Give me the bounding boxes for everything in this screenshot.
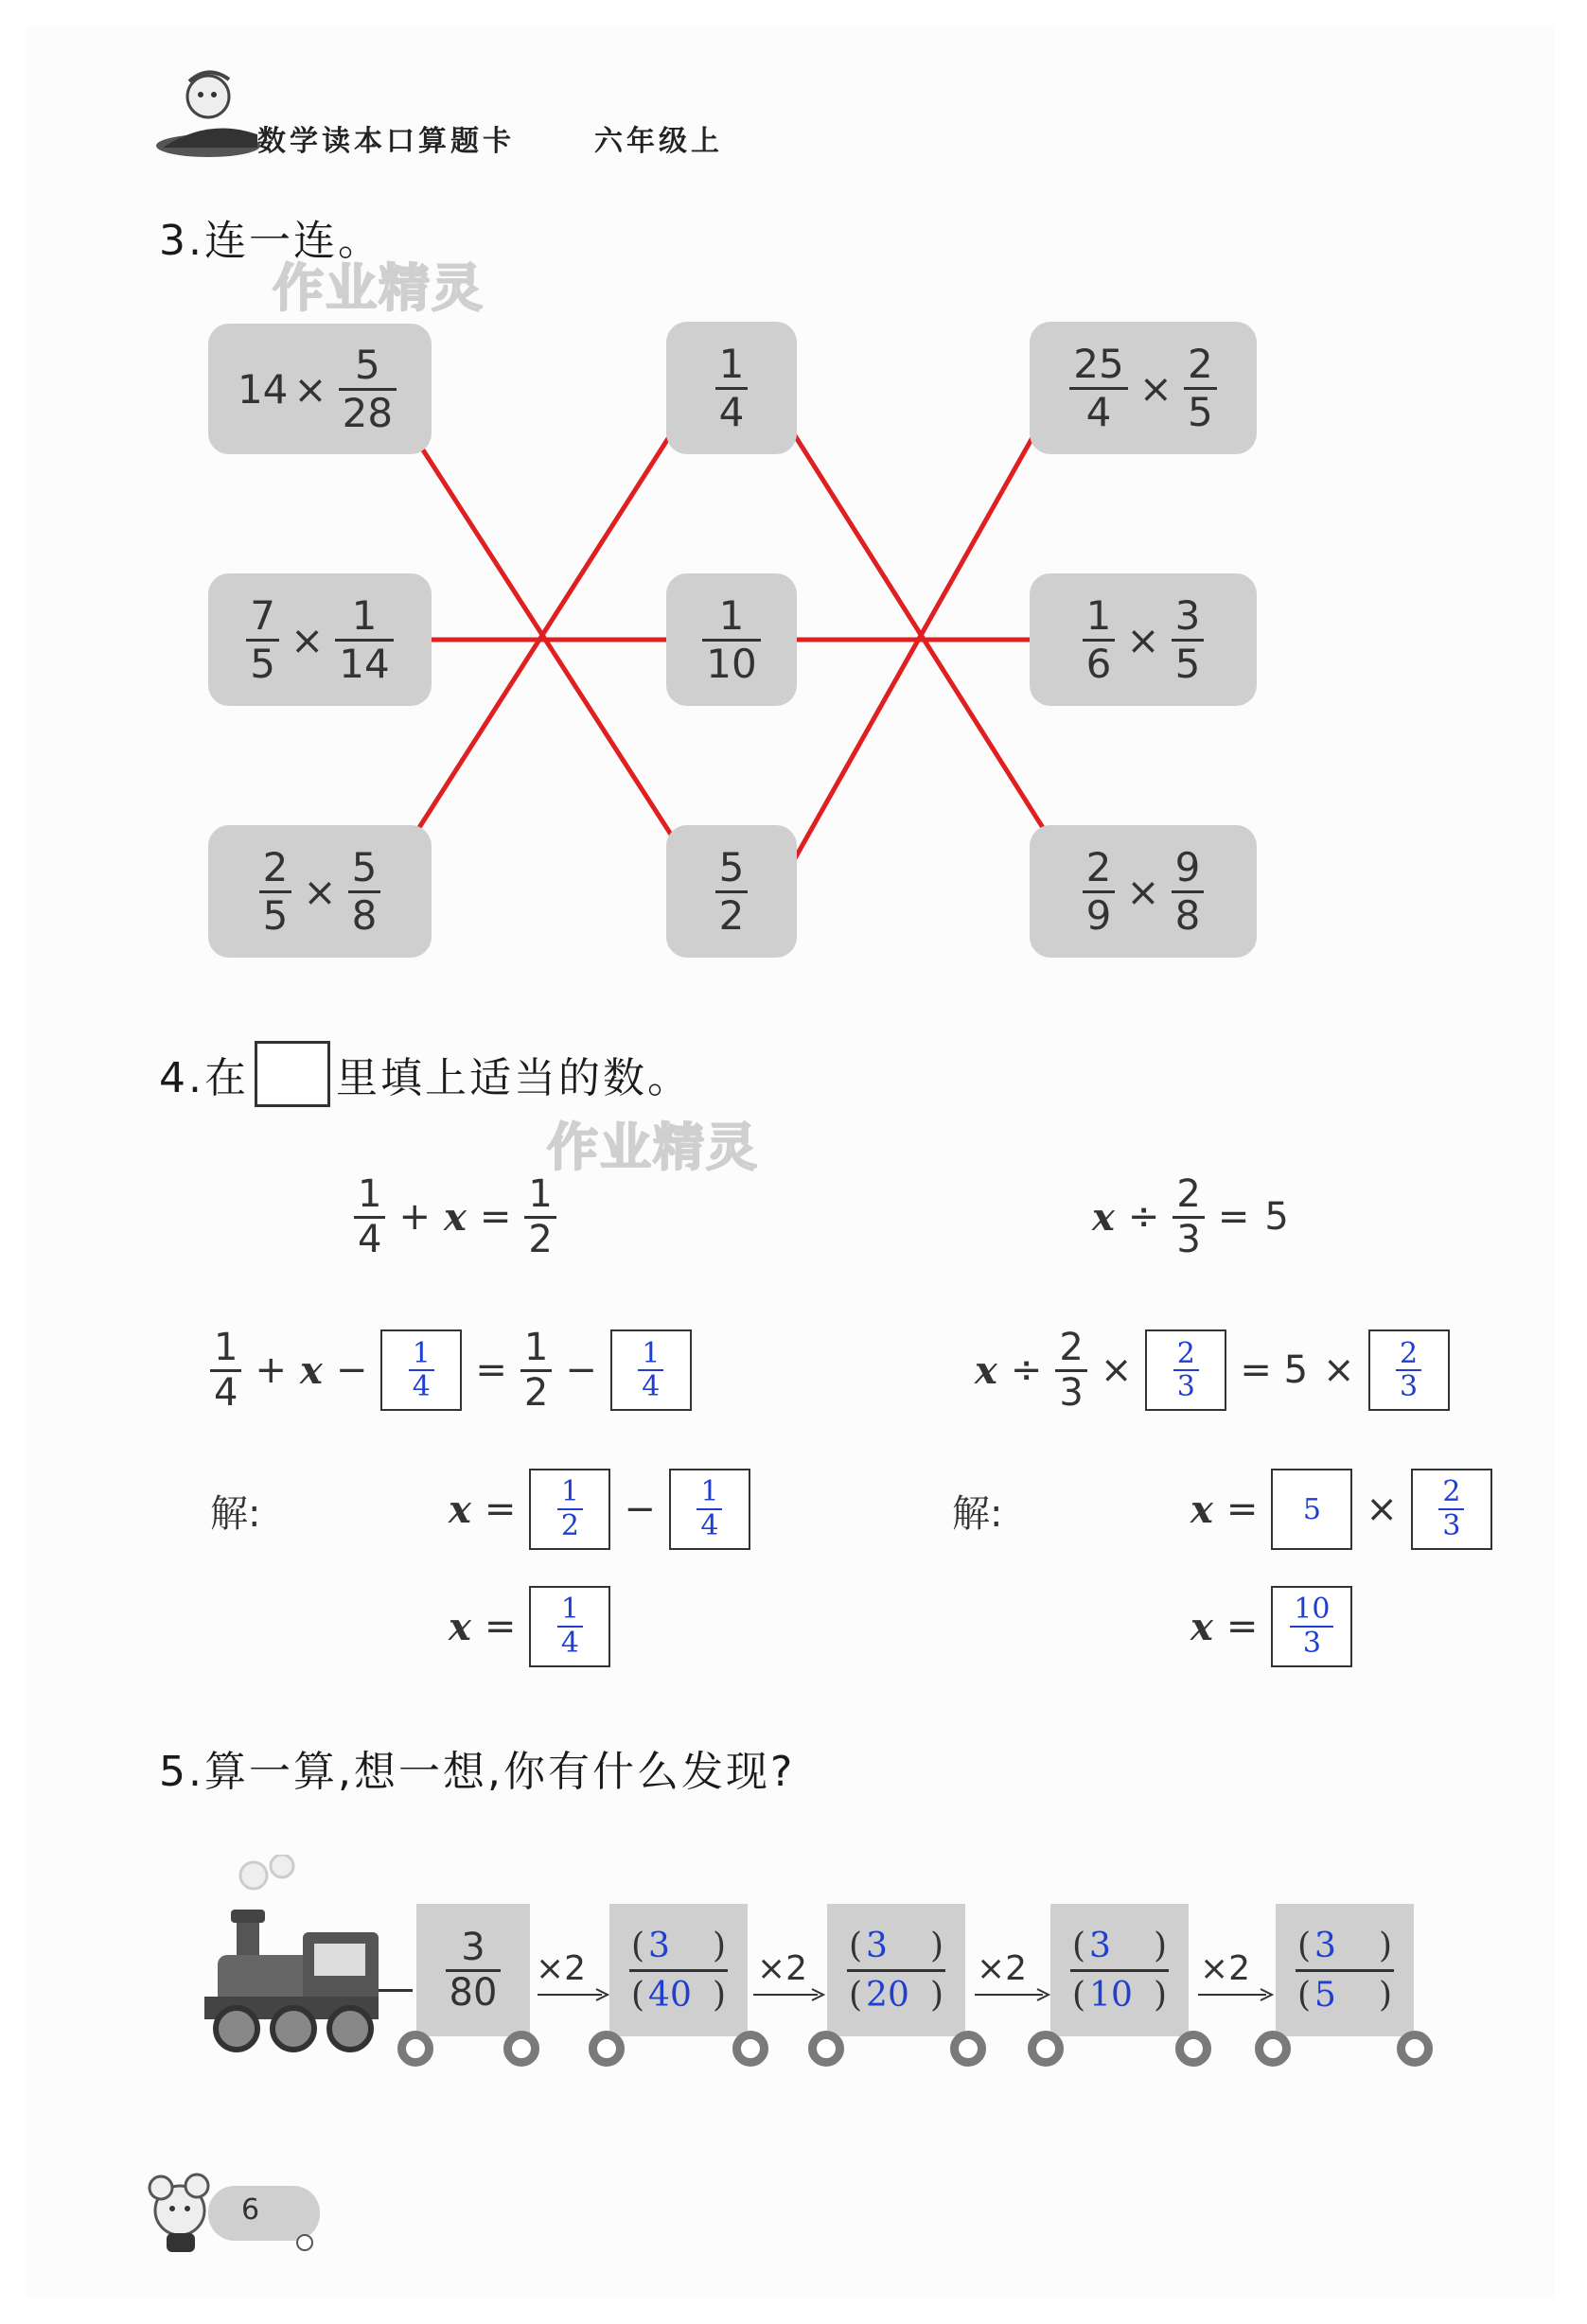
paren: (: [1297, 1926, 1312, 1965]
wheel-icon: [1175, 2031, 1211, 2067]
middle-card-2[interactable]: [666, 573, 797, 706]
title-part: 里填上适当的数。: [335, 1054, 692, 1102]
denominator: 3: [1176, 1370, 1195, 1404]
denominator: 6: [1085, 640, 1112, 687]
numerator: 1: [560, 1593, 579, 1627]
wagon-3: [1050, 1904, 1189, 2036]
denominator: 3: [1059, 1370, 1084, 1415]
denominator: 3: [1400, 1370, 1419, 1404]
paren: ): [712, 1926, 726, 1965]
numerator: 1: [528, 1172, 553, 1216]
footer-mascot-icon: [142, 2165, 331, 2260]
multiplier-label: ×2: [977, 1949, 1028, 1988]
fraction: [1055, 1327, 1086, 1415]
fraction: [1083, 845, 1116, 937]
card-number: 14: [237, 365, 289, 413]
denominator: 3: [1442, 1509, 1461, 1542]
numerator: 2: [262, 844, 289, 891]
numerator: 1: [560, 1475, 579, 1509]
plus-sign: +: [398, 1195, 431, 1240]
divide-sign: ÷: [1127, 1195, 1160, 1240]
wheel-icon: [732, 2031, 768, 2067]
numerator: 2: [1187, 341, 1213, 388]
wheel-icon: [1255, 2031, 1291, 2067]
times-sign: ×: [1366, 1488, 1398, 1531]
denominator: 4: [560, 1627, 579, 1660]
solution-label: 解:: [952, 1492, 1003, 1536]
fraction: [702, 593, 760, 685]
numerator: 2: [1400, 1336, 1419, 1370]
watermark: 作业精灵: [547, 1118, 759, 1177]
denominator: 14: [339, 640, 390, 687]
variable-x: x: [449, 1604, 471, 1649]
arrow-icon: [1198, 1987, 1274, 2002]
denominator: 4: [214, 1370, 238, 1415]
numerator: 5: [354, 342, 380, 389]
minus-sign: −: [624, 1488, 656, 1531]
equals-sign: =: [475, 1348, 507, 1393]
paren: (: [1072, 1975, 1086, 2015]
denominator: 3: [1302, 1627, 1321, 1660]
fraction: [520, 1327, 552, 1415]
times-sign: ×: [1126, 868, 1160, 915]
answer-box[interactable]: [1145, 1329, 1226, 1411]
divide-sign: ÷: [1010, 1348, 1043, 1393]
multiplier-label: ×2: [1200, 1949, 1251, 1988]
paren: (: [849, 1926, 863, 1965]
equals-sign: =: [1226, 1605, 1259, 1648]
denominator: 9: [1085, 891, 1112, 939]
wagon-1: [609, 1904, 748, 2036]
times-sign: ×: [1138, 364, 1173, 412]
numerator: 1: [718, 341, 745, 388]
numerator: 1: [700, 1475, 719, 1509]
right-equation-2: [969, 1327, 1455, 1415]
numerator: 3: [461, 1925, 485, 1969]
paren: ): [1153, 1975, 1167, 2015]
answer-box[interactable]: [529, 1469, 610, 1550]
fraction: [1172, 593, 1205, 685]
numerator: 2: [1176, 1172, 1201, 1216]
paren: (: [1072, 1926, 1086, 1965]
minus-sign: −: [335, 1348, 368, 1393]
denominator: 28: [342, 389, 394, 436]
answer-numerator[interactable]: 3: [866, 1926, 888, 1965]
right-card-1[interactable]: [1030, 322, 1257, 454]
equals-sign: =: [484, 1488, 517, 1531]
variable-x: x: [449, 1487, 471, 1532]
times-sign: ×: [1126, 616, 1160, 663]
fraction: [1173, 1173, 1204, 1261]
paren: ): [1378, 1926, 1392, 1965]
equals-five: = 5: [1240, 1348, 1309, 1393]
middle-card-1[interactable]: [666, 322, 797, 454]
answer-box[interactable]: [669, 1469, 750, 1550]
answer-numerator[interactable]: 3: [648, 1926, 670, 1965]
denominator: 4: [642, 1370, 661, 1404]
paren: (: [631, 1926, 645, 1965]
right-card-3[interactable]: [1030, 825, 1257, 958]
header-title: 数学读本口算题卡: [257, 125, 515, 158]
denominator: 5: [1187, 388, 1213, 435]
numerator: 2: [1085, 844, 1112, 891]
minus-sign: −: [565, 1348, 597, 1393]
fraction: [339, 343, 397, 434]
wheel-icon: [503, 2031, 539, 2067]
fraction: [715, 342, 749, 433]
fraction: [1184, 342, 1217, 433]
locomotive-icon: [199, 1855, 397, 2063]
wheel-icon: [1397, 2031, 1433, 2067]
numerator: 1: [412, 1336, 431, 1370]
numerator: 2: [1059, 1326, 1084, 1369]
denominator: 5: [1174, 640, 1201, 687]
right-equation-4: [1185, 1586, 1358, 1667]
right-card-2[interactable]: [1030, 573, 1257, 706]
denominator: 2: [528, 1217, 553, 1261]
times-sign: ×: [293, 365, 327, 413]
denominator: 80: [449, 1970, 498, 2015]
equals-sign: =: [1226, 1488, 1259, 1531]
watermark: 作业精灵: [273, 258, 485, 318]
numerator: 1: [214, 1326, 238, 1369]
left-card-2[interactable]: [208, 573, 432, 706]
variable-x: x: [443, 1194, 467, 1240]
equals-sign: =: [484, 1605, 517, 1648]
fraction: [1083, 593, 1116, 685]
paren: ): [1378, 1975, 1392, 2015]
right-equation-1: [1086, 1173, 1296, 1261]
denominator: 2: [560, 1509, 579, 1542]
wagon-2: [827, 1904, 965, 2036]
middle-card-3[interactable]: [666, 825, 797, 958]
numerator: 1: [642, 1336, 661, 1370]
denominator: 2: [718, 891, 745, 939]
match-line: [422, 449, 683, 854]
question-3-title: 3.连一连。: [159, 217, 382, 265]
fraction: [246, 593, 279, 685]
denominator: 4: [358, 1217, 382, 1261]
match-line: [782, 426, 1039, 882]
denominator: 4: [1085, 388, 1112, 435]
answer-box[interactable]: [1271, 1586, 1352, 1667]
answer-denominator[interactable]: 5: [1314, 1975, 1336, 2015]
solution-label: 解:: [210, 1492, 261, 1536]
denominator: 10: [706, 640, 757, 687]
times-sign: ×: [1323, 1348, 1355, 1393]
numerator: 25: [1073, 341, 1124, 388]
variable-x: x: [1092, 1194, 1115, 1240]
numerator: 7: [250, 592, 276, 640]
blank-box-icon: [255, 1041, 330, 1107]
denominator: 4: [700, 1509, 719, 1542]
fraction: [1172, 845, 1205, 937]
numerator: 9: [1174, 844, 1201, 891]
paren: ): [929, 1926, 943, 1965]
arrow-icon: [538, 1987, 609, 2002]
header-grade: 六年级上: [594, 125, 723, 158]
wheel-icon: [808, 2031, 844, 2067]
variable-x: x: [975, 1347, 997, 1393]
wheel-icon: [1028, 2031, 1064, 2067]
fraction: [259, 845, 292, 937]
paren: (: [631, 1975, 645, 2015]
left-card-3[interactable]: [208, 825, 432, 958]
page-number: 6: [241, 2193, 260, 2227]
denominator: 5: [250, 640, 276, 687]
paren: ): [712, 1975, 726, 2015]
arrow-icon: [975, 1987, 1050, 2002]
wagon-first: [416, 1904, 530, 2036]
fraction: [348, 845, 381, 937]
paren: (: [849, 1975, 863, 2015]
paren: (: [1297, 1975, 1312, 2015]
numerator: 1: [351, 592, 378, 640]
title-part: 4.在: [159, 1054, 249, 1102]
fraction: [210, 1327, 241, 1415]
numerator: 10: [1294, 1593, 1331, 1627]
left-equation-2: [204, 1327, 697, 1415]
fraction: [715, 845, 749, 937]
denominator: 2: [523, 1370, 549, 1415]
left-equation-4: [443, 1586, 616, 1667]
left-card-1[interactable]: [208, 324, 432, 454]
coupling-line: [379, 1989, 413, 1992]
times-sign: ×: [1100, 1348, 1133, 1393]
answer-box[interactable]: 5: [1271, 1469, 1352, 1550]
times-sign: ×: [291, 616, 325, 663]
fraction: [446, 1927, 502, 2015]
answer-denominator[interactable]: 10: [1089, 1975, 1133, 2015]
numerator: 1: [523, 1326, 549, 1369]
answer-box[interactable]: [1411, 1469, 1492, 1550]
paren: ): [929, 1975, 943, 2015]
equals-sign: =: [479, 1195, 512, 1240]
numerator: 1: [358, 1172, 382, 1216]
question-5-title: 5.算一算,想一想,你有什么发现?: [159, 1748, 796, 1796]
numerator: 2: [1176, 1336, 1195, 1370]
numerator: 5: [351, 844, 378, 891]
rhs-value: 5: [1264, 1195, 1289, 1240]
question-4-title: [159, 1041, 692, 1107]
wagon-4: [1276, 1904, 1414, 2036]
left-equation-1: [348, 1173, 562, 1261]
plus-sign: +: [255, 1348, 287, 1393]
left-equation-3: [443, 1469, 756, 1550]
denominator: 3: [1176, 1217, 1201, 1261]
answer-numerator[interactable]: 3: [1089, 1926, 1111, 1965]
multiplier-label: ×2: [536, 1949, 587, 1988]
fraction: [1069, 342, 1127, 433]
variable-x: x: [1190, 1487, 1213, 1532]
fraction: [524, 1173, 555, 1261]
right-equation-3: [1185, 1469, 1498, 1550]
wheel-icon: [950, 2031, 986, 2067]
denominator: 8: [351, 891, 378, 939]
paren: ): [1153, 1926, 1167, 1965]
wheel-icon: [589, 2031, 625, 2067]
arrow-icon: [753, 1987, 825, 2002]
answer-numerator[interactable]: 3: [1314, 1926, 1336, 1965]
times-sign: ×: [303, 868, 337, 915]
answer-box[interactable]: [380, 1329, 462, 1411]
answer-denominator[interactable]: 20: [866, 1975, 909, 2015]
fraction: [354, 1173, 385, 1261]
answer-denominator[interactable]: 40: [648, 1975, 692, 2015]
numerator: 3: [1174, 592, 1201, 640]
denominator: 4: [718, 388, 745, 435]
answer-box[interactable]: [1368, 1329, 1450, 1411]
numerator: 1: [1085, 592, 1112, 640]
wheel-icon: [397, 2031, 433, 2067]
denominator: 5: [262, 891, 289, 939]
denominator: 4: [412, 1370, 431, 1404]
variable-x: x: [299, 1347, 323, 1393]
variable-x: x: [1190, 1604, 1213, 1649]
numerator: 5: [718, 844, 745, 891]
answer-box[interactable]: [610, 1329, 692, 1411]
fraction: [335, 593, 393, 685]
denominator: 8: [1174, 891, 1201, 939]
numerator: 2: [1442, 1475, 1461, 1509]
equals-sign: =: [1217, 1195, 1250, 1240]
numerator: 1: [718, 592, 745, 640]
multiplier-label: ×2: [757, 1949, 808, 1988]
answer-box[interactable]: [529, 1586, 610, 1667]
